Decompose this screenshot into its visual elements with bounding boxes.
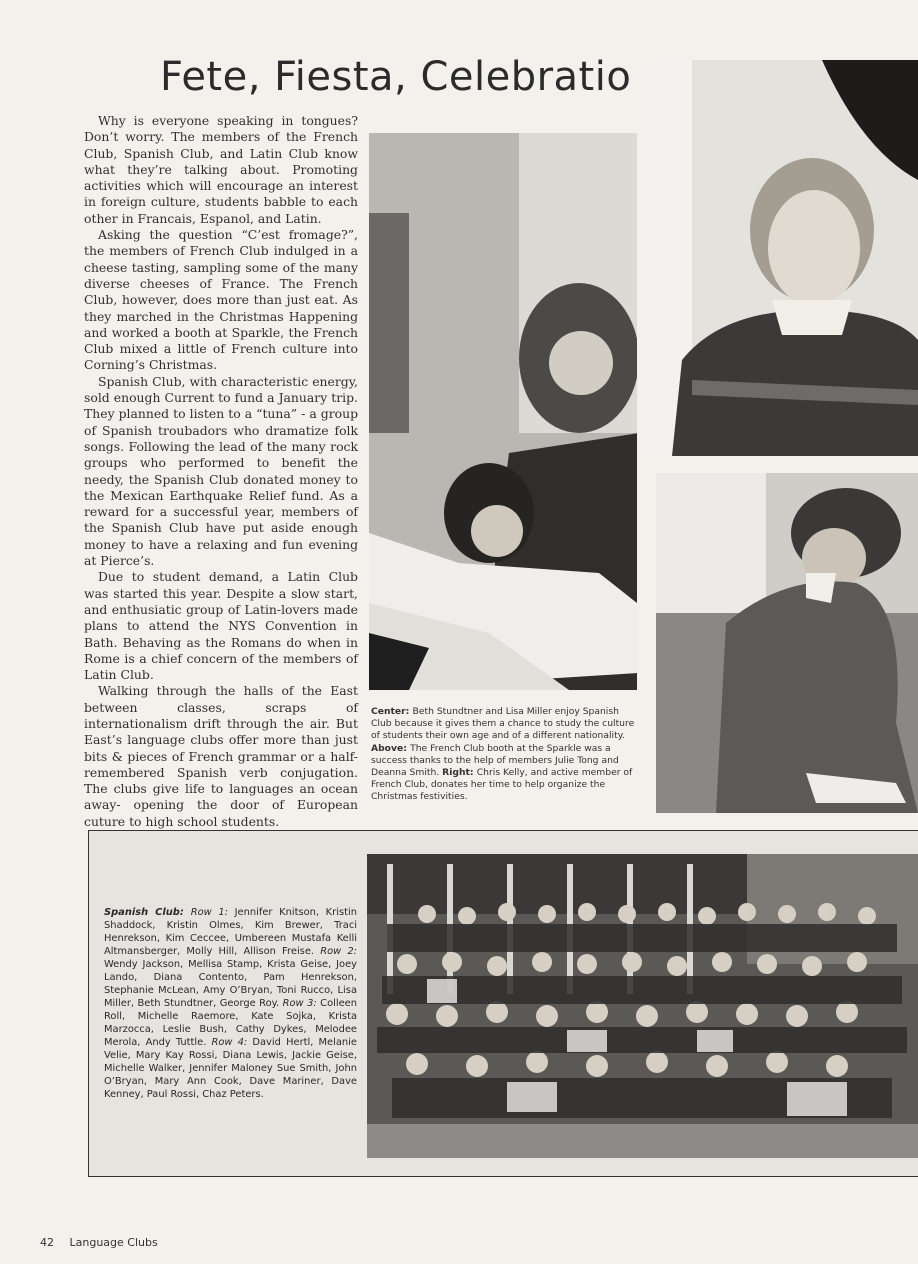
caption-above-label: Above: (371, 742, 411, 754)
roster-row: Wendy Jackson, Mellisa Stamp, Krista Geise, Joey Lando, Diana Contento, Pam Henrekson, Stephanie McLean, Amy O’Bryan, Toni Rucco, Lisa Miller, Beth Stundtner, George Roy. (104, 959, 357, 1009)
roster-row-label: Row 3: (282, 998, 321, 1009)
article-paragraph: Walking through the halls of the East between classes, scraps of internationalism drift through the air. But East’s language clubs offer more than just bits & pieces of French grammar or a half-remembered Spanish verb conjugation. The clubs give life to languages an ocean away- opening the door of European cuture to high school students. (84, 683, 358, 829)
right-photo-image (656, 473, 918, 813)
article-paragraph: Due to student demand, a Latin Club was started this year. Despite a slow start, and enthusiatic group of Latin-lovers made plans to attend the NYS Convention in Bath. Behaving as the Romans do when in Rome is a chief concern of the members of Latin Club. (84, 569, 358, 683)
center-photo (369, 133, 637, 690)
roster-row-label: Row 1: (190, 907, 235, 918)
page-number: 42 (40, 1236, 54, 1249)
article-body (84, 113, 358, 830)
caption-right-text: Chris Kelly, and active member of French Club, donates her time to help organize the Christmas festivities. (371, 767, 633, 803)
caption-center-text: Beth Stundtner and Lisa Miller enjoy Spanish Club because it gives them a chance to study the culture of students their own age and of a different nationality. (371, 706, 635, 742)
page-title: Fete, Fiesta, Celebratio (160, 54, 632, 100)
roster-row-label: Row 2: (320, 946, 358, 957)
section-name: Language Clubs (69, 1236, 158, 1249)
article-paragraph: Asking the question “C’est fromage?”, the members of French Club indulged in a cheese tasting, sampling some of the many diverse cheeses of France. The French Club, however, does more than just eat. As they marched in the Christmas Happening and worked a booth at Sparkle, the French Club mixed a little of French culture into Corning’s Christmas. (84, 227, 358, 373)
page-footer (40, 1236, 158, 1249)
spanish-club-roster (104, 906, 357, 1101)
caption-above-text: The French Club booth at the Sparkle was a success thanks to the help of members Julie Tong and Deanna Smith. (371, 742, 619, 779)
group-photo-image (367, 854, 918, 1158)
roster-row: David Hertl, Melanie Velie, Mary Kay Rossi, Diana Lewis, Jackie Geise, Michelle Walker, Jennifer Maloney Sue Smith, John O’Bryan, Mary Ann Cook, Dave Mariner, Dave Kenney, Paul Rossi, Chaz Peters. (104, 1037, 358, 1100)
roster-row: Jennifer Knitson, Kristin Shaddock, Kristin Olmes, Kim Brewer, Traci Henrekson, Kim Ceccee, Umbereen Mustafa Kelli Altmansberger, Molly Hill, Allison Freise. (104, 907, 357, 957)
roster-row-label: Row 4: (211, 1037, 253, 1048)
above-photo-image (652, 60, 918, 456)
right-photo (656, 473, 918, 813)
roster-row: Colleen Roll, Michelle Raemore, Kate Sojka, Krista Marzocca, Leslie Bush, Cathy Dykes, Melodee Merola, Andy Tuttle. (104, 998, 358, 1048)
photo-caption (371, 706, 639, 804)
roster-heading: Spanish Club: (104, 907, 191, 918)
center-photo-image (369, 133, 637, 690)
article-paragraph: Spanish Club, with characteristic energy, sold enough Current to fund a January trip. They planned to listen to a “tuna” - a group of Spanish troubadors who dramatize folk songs. Following the lead of the many rock groups who performed to benefit the needy, the Spanish Club donated money to the Mexican Earthquake Relief fund. As a reward for a successful year, members of the Spanish Club have put aside enough money to have a relaxing and fun evening at Pierce’s. (84, 373, 358, 569)
caption-center-label: Center: (371, 706, 413, 717)
caption-right-label: Right: (442, 767, 477, 779)
group-photo (367, 854, 918, 1158)
article-paragraph: Why is everyone speaking in tongues? Don’t worry. The members of the French Club, Spanish Club, and Latin Club know what they’re talking about. Promoting activities which will encourage an interest in foreign culture, students babble to each other in Francais, Espanol, and Latin. (84, 113, 358, 226)
above-photo (652, 60, 918, 456)
